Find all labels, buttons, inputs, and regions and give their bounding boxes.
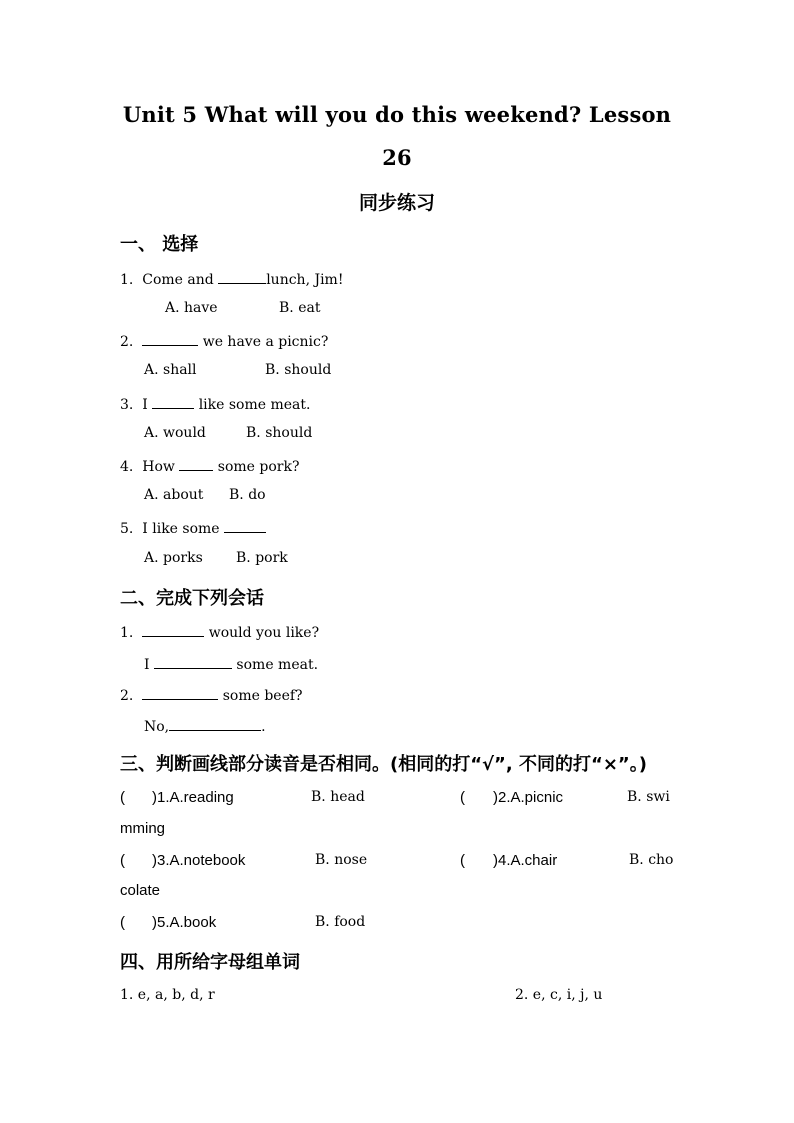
s3-item3-paren: ( [120,852,125,869]
s3-item5-paren: ( [120,914,125,931]
s2-q2-answer [144,716,266,735]
s3-item2-wrap: mming [120,820,166,837]
s1-q1-opt-b: B. eat [279,300,321,316]
s1-q1 [120,269,343,288]
s2-q1-ans-blank [154,654,232,669]
section1-heading: 一、 选择 [120,234,199,255]
s1-q4 [120,456,300,475]
s3-item5-label: )5.A.book [152,914,217,931]
s3-item1-label: )1.A.reading [152,789,234,806]
s2-q2-num: 2. [120,688,134,704]
s2-q1-answer [144,654,318,673]
s2-q2-ans-before: No, [144,719,170,735]
s4-q2: 2. e, c, i, j, u [515,987,603,1003]
s1-q3-before: I [142,397,153,413]
s1-q5-opt-a: A. porks [144,550,203,566]
s1-q5 [120,518,266,537]
s1-q1-opt-a: A. have [165,300,218,316]
s3-item4-paren: ( [460,852,465,869]
page-subtitle: 同步练习 [358,192,435,214]
s1-q3 [120,394,310,413]
s3-item1-opt-b: B. head [311,789,365,805]
s2-q1-blank [142,622,204,637]
s1-q1-blank [218,269,266,284]
s3-item5-opt-b: B. food [315,914,366,930]
s1-q2 [120,331,328,350]
s2-q1-text: would you like? [204,625,320,641]
section2-heading: 二、完成下列会话 [120,588,264,609]
s1-q2-opt-b: B. should [265,362,332,378]
s2-q1-num: 1. [120,625,134,641]
s2-q1-ans-after: some meat. [231,657,319,673]
s1-q4-opt-a: A. about [144,487,204,503]
section3-heading: 三、判断画线部分读音是否相同。(相同的打“√”, 不同的打“×”。) [120,754,647,775]
s1-q3-opt-a: A. would [144,425,206,441]
s1-q4-before: How [142,459,180,475]
s1-q1-after: lunch, Jim! [266,272,344,288]
s4-q1: 1. e, a, b, d, r [120,987,215,1003]
s3-item3-opt-b: B. nose [315,852,368,868]
s1-q5-before: I like some [142,521,225,537]
s3-item1-paren: ( [120,789,125,806]
s3-item2-opt-b: B. swi [627,789,670,805]
s3-item2-paren: ( [460,789,465,806]
page-title-line2: 26 [382,145,412,170]
s3-item4-opt-b: B. cho [629,852,674,868]
s1-q1-before: Come and [142,272,219,288]
s1-q3-opt-b: B. should [246,425,313,441]
s1-q3-num: 3. [120,397,134,413]
s1-q3-after: like some meat. [194,397,311,413]
s3-item4-label: )4.A.chair [493,852,558,869]
section4-heading: 四、用所给字母组单词 [120,952,300,973]
s1-q2-num: 2. [120,334,134,350]
s1-q3-blank [152,394,194,409]
s2-q2-text: some beef? [218,688,303,704]
s1-q1-num: 1. [120,272,134,288]
s1-q4-blank [179,456,213,471]
s1-q5-num: 5. [120,521,134,537]
s1-q2-blank [142,331,198,346]
s1-q2-opt-a: A. shall [144,362,197,378]
s1-q4-num: 4. [120,459,134,475]
s2-q2-blank [142,685,218,700]
s2-q1 [120,622,319,641]
s1-q4-opt-b: B. do [229,487,266,503]
s1-q5-blank [224,518,266,533]
s1-q5-opt-b: B. pork [236,550,288,566]
s3-item2-label: )2.A.picnic [493,789,564,806]
page-title-line1: Unit 5 What will you do this weekend? Lesson [122,102,672,127]
s1-q2-after: we have a picnic? [198,334,329,350]
s2-q2-ans-after: . [261,719,266,735]
s2-q2 [120,685,303,704]
s2-q1-ans-before: I [144,657,154,673]
s3-item4-wrap: colate [120,882,161,899]
s1-q4-after: some pork? [213,459,300,475]
s3-item3-label: )3.A.notebook [152,852,246,869]
s2-q2-ans-blank [169,716,261,731]
